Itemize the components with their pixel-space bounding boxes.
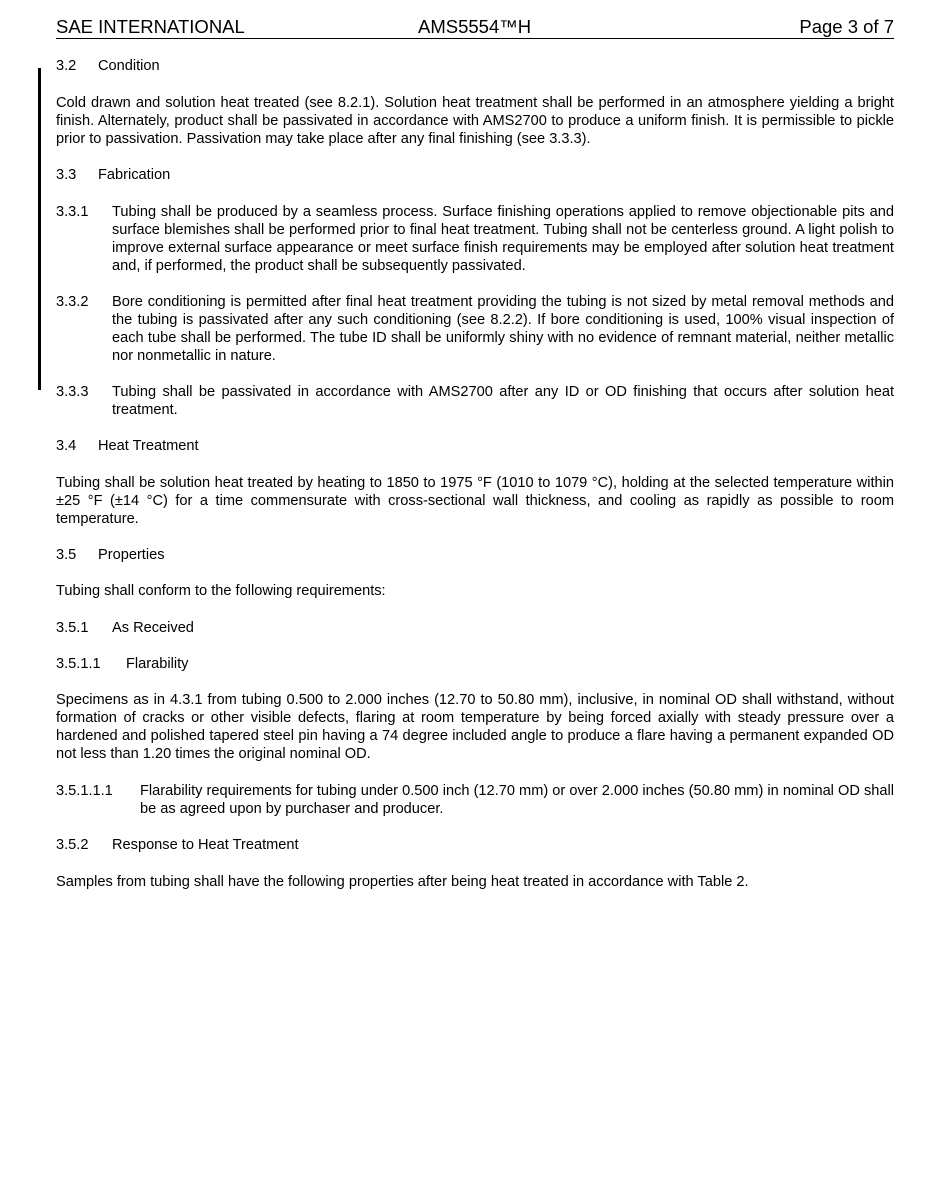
header-document-number: AMS5554™H [418,16,532,37]
section-title: Fabrication [98,167,171,183]
clause-3-3-3 [56,383,894,419]
section-heading-3-2 [56,57,894,75]
clause-text: Bore conditioning is permitted after final heat treatment providing the tubing is not sized by metal removal methods and the tubing is passivated after any such conditioning (see 8.2.2). If bore conditioning is used, 100% visual inspection of each tube shall be performed. The tube ID shall be uniformly shiny with no evidence of remnant material, neither metallic nor nonmetallic in nature. [112,294,894,364]
revision-change-bar [38,68,41,390]
clause-3-3-1 [56,203,894,275]
section-number: 3.2 [56,58,77,74]
section-heading-3-5-1 [56,619,894,637]
section-number: 3.5.1 [56,620,89,636]
section-number: 3.3 [56,167,77,183]
section-title: Condition [98,58,160,74]
section-title: Properties [98,547,165,563]
clause-3-5-1-1-1 [56,782,894,818]
section-heading-3-4 [56,437,894,455]
clause-number: 3.3.3 [56,384,89,400]
clause-text: Tubing shall be passivated in accordance with AMS2700 after any ID or OD finishing that occurs after solution heat treatment. [112,384,894,418]
section-heading-3-5-2 [56,836,894,854]
header-page-number: Page 3 of 7 [799,16,894,37]
paragraph-3-2: Cold drawn and solution heat treated (see 8.2.1). Solution heat treatment shall be performed in an atmosphere yielding a bright finish. Alternately, product shall be passivated in accordance with AMS2700 to produce a uniform finish. It is permissible to pickle prior to passivation. Passivation may take place after any final finishing (see 3.3.3). [56,95,894,147]
clause-text: Flarability requirements for tubing under 0.500 inch (12.70 mm) or over 2.000 inches (50.80 mm) in nominal OD shall be as agreed upon by purchaser and producer. [140,783,894,817]
section-heading-3-5 [56,546,894,564]
clause-number: 3.3.1 [56,204,89,220]
section-heading-3-3 [56,166,894,184]
section-title: As Received [112,620,194,636]
paragraph-3-4: Tubing shall be solution heat treated by heating to 1850 to 1975 °F (1010 to 1079 °C), holding at the selected temperature within ±25 °F (±14 °C) for a time commensurate with cross-sectional wall thickness, and cooling as rapidly as possible to room temperature. [56,475,894,527]
header-organization: SAE INTERNATIONAL [56,16,245,37]
section-number: 3.5.1.1 [56,656,101,672]
paragraph-3-5-1-1: Specimens as in 4.3.1 from tubing 0.500 to 2.000 inches (12.70 to 50.80 mm), inclusive, in nominal OD shall withstand, without formation of cracks or other visible defects, flaring at room temperature by being forced axially with steady pressure over a hardened and polished tapered steel pin having a 74 degree included angle to produce a flare having a permanent expanded OD not less than 1.20 times the original nominal OD. [56,692,894,762]
section-number: 3.5.2 [56,837,89,853]
clause-3-3-2 [56,293,894,365]
section-heading-3-5-1-1 [56,655,894,673]
section-number: 3.5 [56,547,77,563]
paragraph-3-5-2: Samples from tubing shall have the following properties after being heat treated in accordance with Table 2. [56,874,749,890]
paragraph-3-5: Tubing shall conform to the following requirements: [56,583,386,599]
clause-number: 3.3.2 [56,294,89,310]
section-title: Flarability [126,656,189,672]
page-header [56,16,894,39]
clause-text: Tubing shall be produced by a seamless process. Surface finishing operations applied to remove objectionable pits and surface blemishes shall be performed prior to final heat treatment. Tubing shall not be centerless ground. A light polish to improve external surface appearance or meet surface finish requirements may be employed after solution heat treatment and, if performed, the product shall be subsequently passivated. [112,204,894,274]
section-title: Response to Heat Treatment [112,837,299,853]
section-title: Heat Treatment [98,438,199,454]
section-number: 3.4 [56,438,77,454]
clause-number: 3.5.1.1.1 [56,783,113,799]
